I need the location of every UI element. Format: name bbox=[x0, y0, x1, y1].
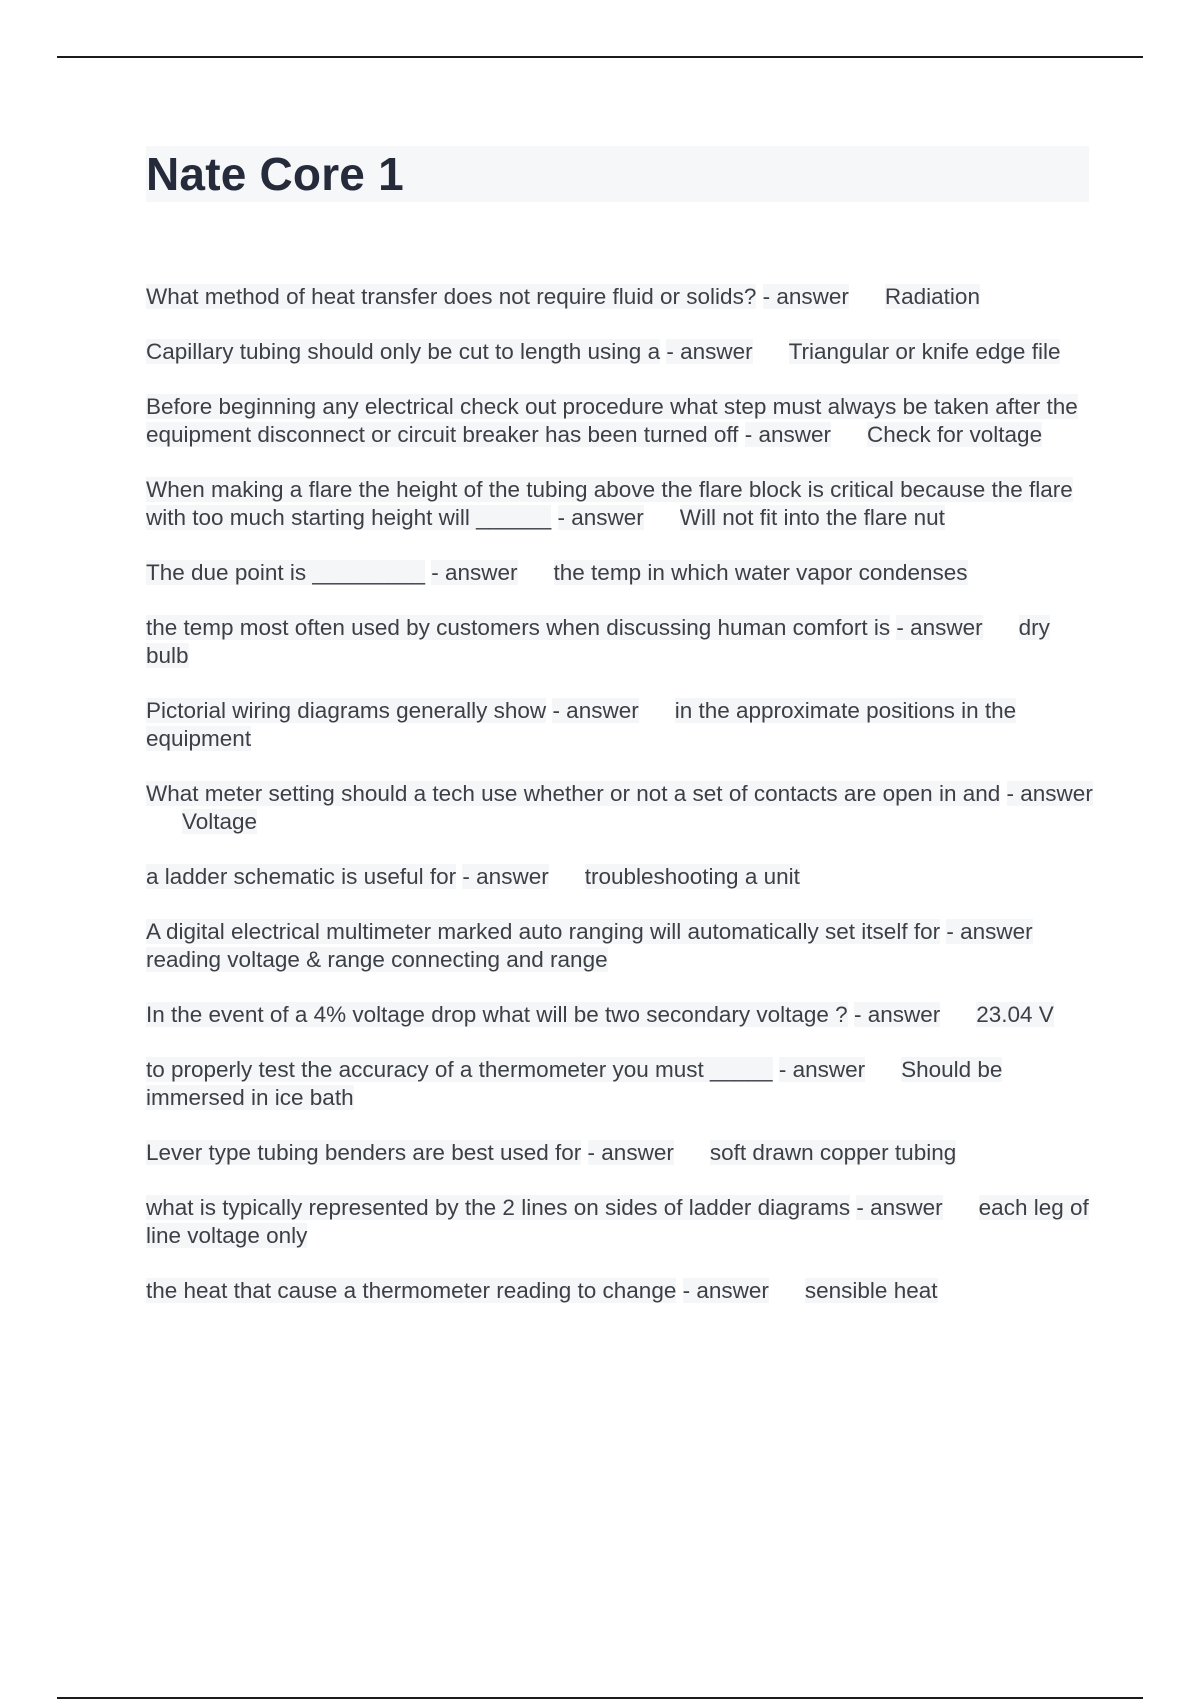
qa-item-3 bbox=[146, 393, 1096, 449]
answer: 23.04 V bbox=[976, 1002, 1054, 1027]
page-title: Nate Core 1 bbox=[146, 148, 404, 200]
answer-separator: - answer bbox=[557, 505, 644, 530]
answer-separator: - answer bbox=[682, 1278, 769, 1303]
answer-separator: - answer bbox=[1006, 781, 1093, 806]
answer: Should be immersed in ice bath bbox=[146, 1057, 1003, 1110]
question: The due point is _________ bbox=[146, 560, 425, 585]
qa-item-4 bbox=[146, 476, 1096, 532]
qa-item-14 bbox=[146, 1194, 1096, 1250]
question: Lever type tubing benders are best used for bbox=[146, 1140, 582, 1165]
qa-item-13 bbox=[146, 1139, 1096, 1167]
answer-separator: - answer bbox=[946, 919, 1033, 944]
answer-separator: - answer bbox=[462, 864, 549, 889]
qa-item-5 bbox=[146, 559, 1096, 587]
answer: reading voltage & range connecting and range bbox=[146, 947, 608, 972]
question: When making a flare the height of the tubing above the flare block is critical because the flare with too much starting height will ______ bbox=[146, 477, 1073, 530]
qa-item-12 bbox=[146, 1056, 1096, 1112]
qa-item-11 bbox=[146, 1001, 1096, 1029]
answer-separator: - answer bbox=[896, 615, 983, 640]
answer: soft drawn copper tubing bbox=[709, 1140, 957, 1165]
answer: Radiation bbox=[884, 284, 980, 309]
question: Before beginning any electrical check out procedure what step must always be taken after the equipment disconnect or circuit breaker has been turned off bbox=[146, 394, 1078, 447]
qa-item-1 bbox=[146, 283, 1096, 311]
answer-separator: - answer bbox=[853, 1002, 941, 1027]
qa-item-6 bbox=[146, 614, 1096, 670]
qa-list bbox=[146, 283, 1096, 1332]
answer-separator: - answer bbox=[762, 284, 849, 309]
answer-separator: - answer bbox=[552, 698, 639, 723]
answer-separator: - answer bbox=[744, 422, 831, 447]
answer: the temp in which water vapor condenses bbox=[553, 560, 968, 585]
question: A digital electrical multimeter marked auto ranging will automatically set itself for bbox=[146, 919, 941, 944]
question: In the event of a 4% voltage drop what will be two secondary voltage ? bbox=[146, 1002, 848, 1027]
answer-separator: - answer bbox=[856, 1195, 943, 1220]
qa-item-7 bbox=[146, 697, 1096, 753]
qa-item-10 bbox=[146, 918, 1096, 974]
qa-item-15 bbox=[146, 1277, 1096, 1305]
bottom-rule bbox=[57, 1697, 1143, 1699]
answer-separator: - answer bbox=[587, 1140, 674, 1165]
answer-separator: - answer bbox=[778, 1057, 866, 1082]
answer-separator: - answer bbox=[666, 339, 753, 364]
answer: troubleshooting a unit bbox=[584, 864, 800, 889]
answer-separator: - answer bbox=[431, 560, 518, 585]
question: the heat that cause a thermometer reading to change bbox=[146, 1278, 677, 1303]
question: What meter setting should a tech use whether or not a set of contacts are open in and bbox=[146, 781, 1001, 806]
answer: dry bulb bbox=[146, 615, 1050, 668]
answer: Will not fit into the flare nut bbox=[679, 505, 945, 530]
answer: Check for voltage bbox=[867, 422, 1043, 447]
answer: Triangular or knife edge file bbox=[788, 339, 1061, 364]
question: a ladder schematic is useful for bbox=[146, 864, 457, 889]
question: What method of heat transfer does not require fluid or solids? bbox=[146, 284, 757, 309]
question: to properly test the accuracy of a thermometer you must _____ bbox=[146, 1057, 773, 1082]
answer: in the approximate positions in the equipment bbox=[146, 698, 1017, 751]
qa-item-2 bbox=[146, 338, 1096, 366]
top-rule bbox=[57, 56, 1143, 58]
qa-item-8 bbox=[146, 780, 1096, 836]
answer: sensible heat bbox=[804, 1278, 938, 1303]
question: what is typically represented by the 2 lines on sides of ladder diagrams bbox=[146, 1195, 851, 1220]
answer: each leg of line voltage only bbox=[146, 1195, 1089, 1248]
question: Pictorial wiring diagrams generally show bbox=[146, 698, 547, 723]
question: the temp most often used by customers when discussing human comfort is bbox=[146, 615, 891, 640]
question: Capillary tubing should only be cut to length using a bbox=[146, 339, 661, 364]
answer: Voltage bbox=[182, 809, 258, 834]
qa-item-9 bbox=[146, 863, 1096, 891]
